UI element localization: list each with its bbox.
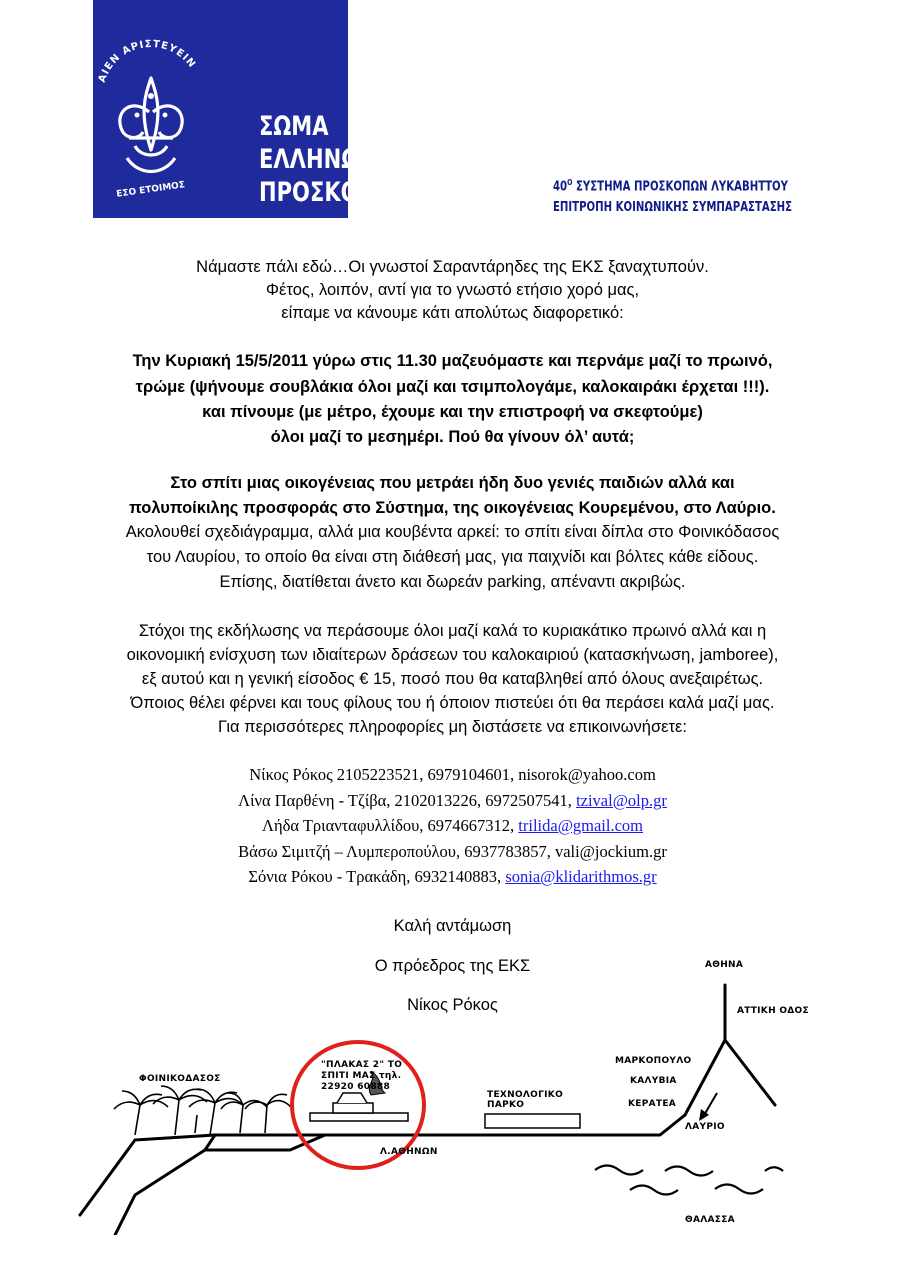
svg-text:ΣΠΙΤΙ ΜΑΣ τηλ. [321,1071,401,1081]
svg-text:ΤΕΧΝΟΛΟΓΙΚΟ [487,1090,563,1100]
svg-text:ΑΙΕΝ ΑΡΙΣΤΕΥΕΙΝ [97,39,198,84]
contact-item [0,762,905,788]
closing-signature: Νίκος Ρόκος [407,996,498,1014]
location-line-3: Επίσης, διατίθεται άνετο και δωρεάν parking, απέναντι ακριβώς. [219,573,686,591]
map-label-kalyvia: ΚΑΛΥΒΙΑ [630,1076,677,1086]
event-line-2: τρώμε (ψήνουμε σουβλάκια όλοι μαζί και τσιμπολογάμε, καλοκαιράκι έρχεται !!!). [135,378,770,396]
event-line-1: Την Κυριακή 15/5/2011 γύρω στις 11.30 μαζευόμαστε και περνάμε μαζί το πρωινό, [132,352,773,370]
logo-motto-top: ΑΙΕΝ ΑΡΙΣΤΕΥΕΙΝ [96,38,198,85]
svg-text:ΚΕΡΑΤΕΑ [628,1099,676,1109]
goals-line-3: εξ αυτού και η γενική είσοδος € 15, ποσό που θα καταβληθεί από όλους ανεξαιρέτως. [141,670,764,688]
svg-text:ΑΤΤΙΚΗ ΟΔΟΣ [737,1006,809,1016]
location-map [75,945,835,1235]
goals-line-1: Στόχοι της εκδήλωσης να περάσουμε όλοι μαζί καλά το κυριακάτικο πρωινό αλλά και η [138,622,767,640]
svg-text:ΦΟΙΝΙΚΟΔΑΣΟΣ [139,1074,221,1084]
logo-name [259,110,412,209]
map-label-house-1: "ΠΛΑΚΑΣ 2" ΤΟ [321,1060,403,1070]
map-label-markopoulo: ΜΑΡΚΟΠΟΥΛΟ [615,1056,692,1066]
map-label-attiki-odos: ΑΤΤΙΚΗ ΟΔΟΣ [737,1006,809,1016]
goals-line-5: Για περισσότερες πληροφορίες μη διστάσετε να επικοινωνήσετε: [218,718,687,736]
svg-text:22920 60888 [321,1082,390,1092]
logo-name-line-2: ΕΛΛΗΝΩΝ [259,144,377,175]
road-attiki [725,1040,775,1105]
svg-text:ΜΑΡΚΟΠΟΥΛΟ [615,1056,692,1066]
map-label-tech-park-1: ΤΕΧΝΟΛΟΓΙΚΟ [487,1090,564,1100]
map-label-keratea: ΚΕΡΑΤΕΑ [628,1099,677,1109]
contact-text: Σόνια Ρόκου - Τρακάδη, 6932140883, [248,867,506,886]
system-heading [553,178,788,194]
location-line-2: του Λαυρίου, το οποίο θα είναι στη διάθεσή μας, για παιχνίδι και βόλτες κάθε είδους. [146,548,759,566]
svg-text:ΠΑΡΚΟ [487,1100,524,1110]
map-label-athens: ΑΘΗΝΑ [705,960,744,970]
map-label-house-3: 22920 60888 [321,1082,391,1092]
email-link[interactable]: sonia@klidarithmos.gr [505,867,657,886]
sea-waves-icon [595,1166,783,1195]
intro-line-3: είπαμε να κάνουμε κάτι απολύτως διαφορετικό: [281,304,624,322]
contact-text: Βάσω Σιμιτζή – Λυμπεροπούλου, 6937783857, vali@jockium.gr [238,841,667,861]
contact-item [0,864,905,890]
system-sup: Ο [567,178,573,187]
logo-name-line-1: ΣΩΜΑ [259,111,329,142]
goals-line-2: οικονομική ενίσχυση των ιδιαίτερων δράσεων του καλοκαιριού (κατασκήνωση, jamboree), [126,646,779,664]
svg-text:"ΠΛΑΚΑΣ 2" ΤΟ [321,1060,402,1070]
system-number: 40 [553,179,568,195]
map-label-lavrio: ΛΑΥΡΙΟ [685,1122,725,1132]
road-to-athens [685,985,725,1115]
email-link[interactable]: tzival@olp.gr [576,790,667,810]
map-label-house-2: ΣΠΙΤΙ ΜΑΣ τηλ. [321,1071,402,1081]
intro-line-2: Φέτος, λοιπόν, αντί για το γνωστό ετήσιο χορό μας, [265,281,640,299]
map-label-avenue: Λ.ΑΘΗΝΩΝ [380,1147,438,1157]
event-line-3: και πίνουμε (με μέτρο, έχουμε και την επιστροφή να σκεφτούμε) [202,403,703,421]
contact-item [0,813,905,839]
map-label-tech-park-2: ΠΑΡΚΟ [487,1100,525,1110]
goals-line-4: Όποιος θέλει φέρνει και τους φίλους του ή όποιον πιστεύει ότι θα περάσει καλά μαζί μας. [130,694,775,712]
contact-text: Λήδα Τριανταφυλλίδου, 6974667312, [261,816,519,835]
location-bold-line-1: Στο σπίτι μιας οικογένειας που μετράει ήδη δυο γενιές παιδιών αλλά και [170,474,735,492]
committee-heading: ΕΠΙΤΡΟΠΗ ΚΟΙΝΩΝΙΚΗΣ ΣΥΜΠΑΡΑΣΤΑΣΗΣ [553,200,793,215]
contact-item [0,839,905,865]
contact-text: Νίκος Ρόκος 2105223521, 6979104601, nisorok@yahoo.com [249,765,656,784]
svg-text:Λ.ΑΘΗΝΩΝ [380,1147,438,1157]
location-bold-line-2: πολυποίκιλης προσφοράς στο Σύστημα, της οικογένειας Κουρεμένου, στο Λαύριο. [129,499,776,517]
svg-text:ΕΣΟ ΕΤΟΙΜΟΣ [116,180,186,200]
intro-line-1: Νάμαστε πάλι εδώ…Οι γνωστοί Σαραντάρηδες της ΕΚΣ ξαναχτυπούν. [196,258,709,276]
contact-item [0,788,905,814]
svg-text:ΑΘΗΝΑ [705,960,743,970]
road-main [135,1115,685,1140]
closing-greeting: Καλή αντάμωση [393,917,512,935]
contacts-list [0,762,905,890]
map-label-foinikodasos: ΦΟΙΝΙΚΟΔΑΣΟΣ [139,1074,221,1084]
email-link[interactable]: trilida@gmail.com [518,816,644,835]
logo-motto-bottom: ΕΣΟ ΕΤΟΙΜΟΣ [115,180,186,200]
logo-name-line-3: ΠΡΟΣΚΟΠΩΝ [259,177,412,208]
event-line-4: όλοι μαζί το μεσημέρι. Πού θα γίνουν όλ’ αυτά; [270,428,635,446]
tech-park-building [485,1114,580,1128]
system-name: ΣΥΣΤΗΜΑ ΠΡΟΣΚΟΠΩΝ ΛΥΚΑΒΗΤΤΟΥ [572,179,788,195]
contact-text: Λίνα Παρθένη - Τζίβα, 2102013226, 6972507541, [238,790,577,810]
svg-text:ΚΑΛΥΒΙΑ [630,1076,677,1086]
svg-text:ΘΑΛΑΣΣΑ [685,1215,735,1225]
svg-text:ΛΑΥΡΙΟ [685,1122,725,1132]
closing-role: Ο πρόεδρος της ΕΚΣ [374,957,531,975]
location-line-1: Ακολουθεί σχεδιάγραμμα, αλλά μια κουβέντα αρκεί: το σπίτι είναι δίπλα στο Φοινικόδασος [125,523,780,541]
palm-trees-icon [114,1086,291,1135]
map-label-sea: ΘΑΛΑΣΣΑ [685,1215,735,1225]
scouts-logo [93,0,412,218]
